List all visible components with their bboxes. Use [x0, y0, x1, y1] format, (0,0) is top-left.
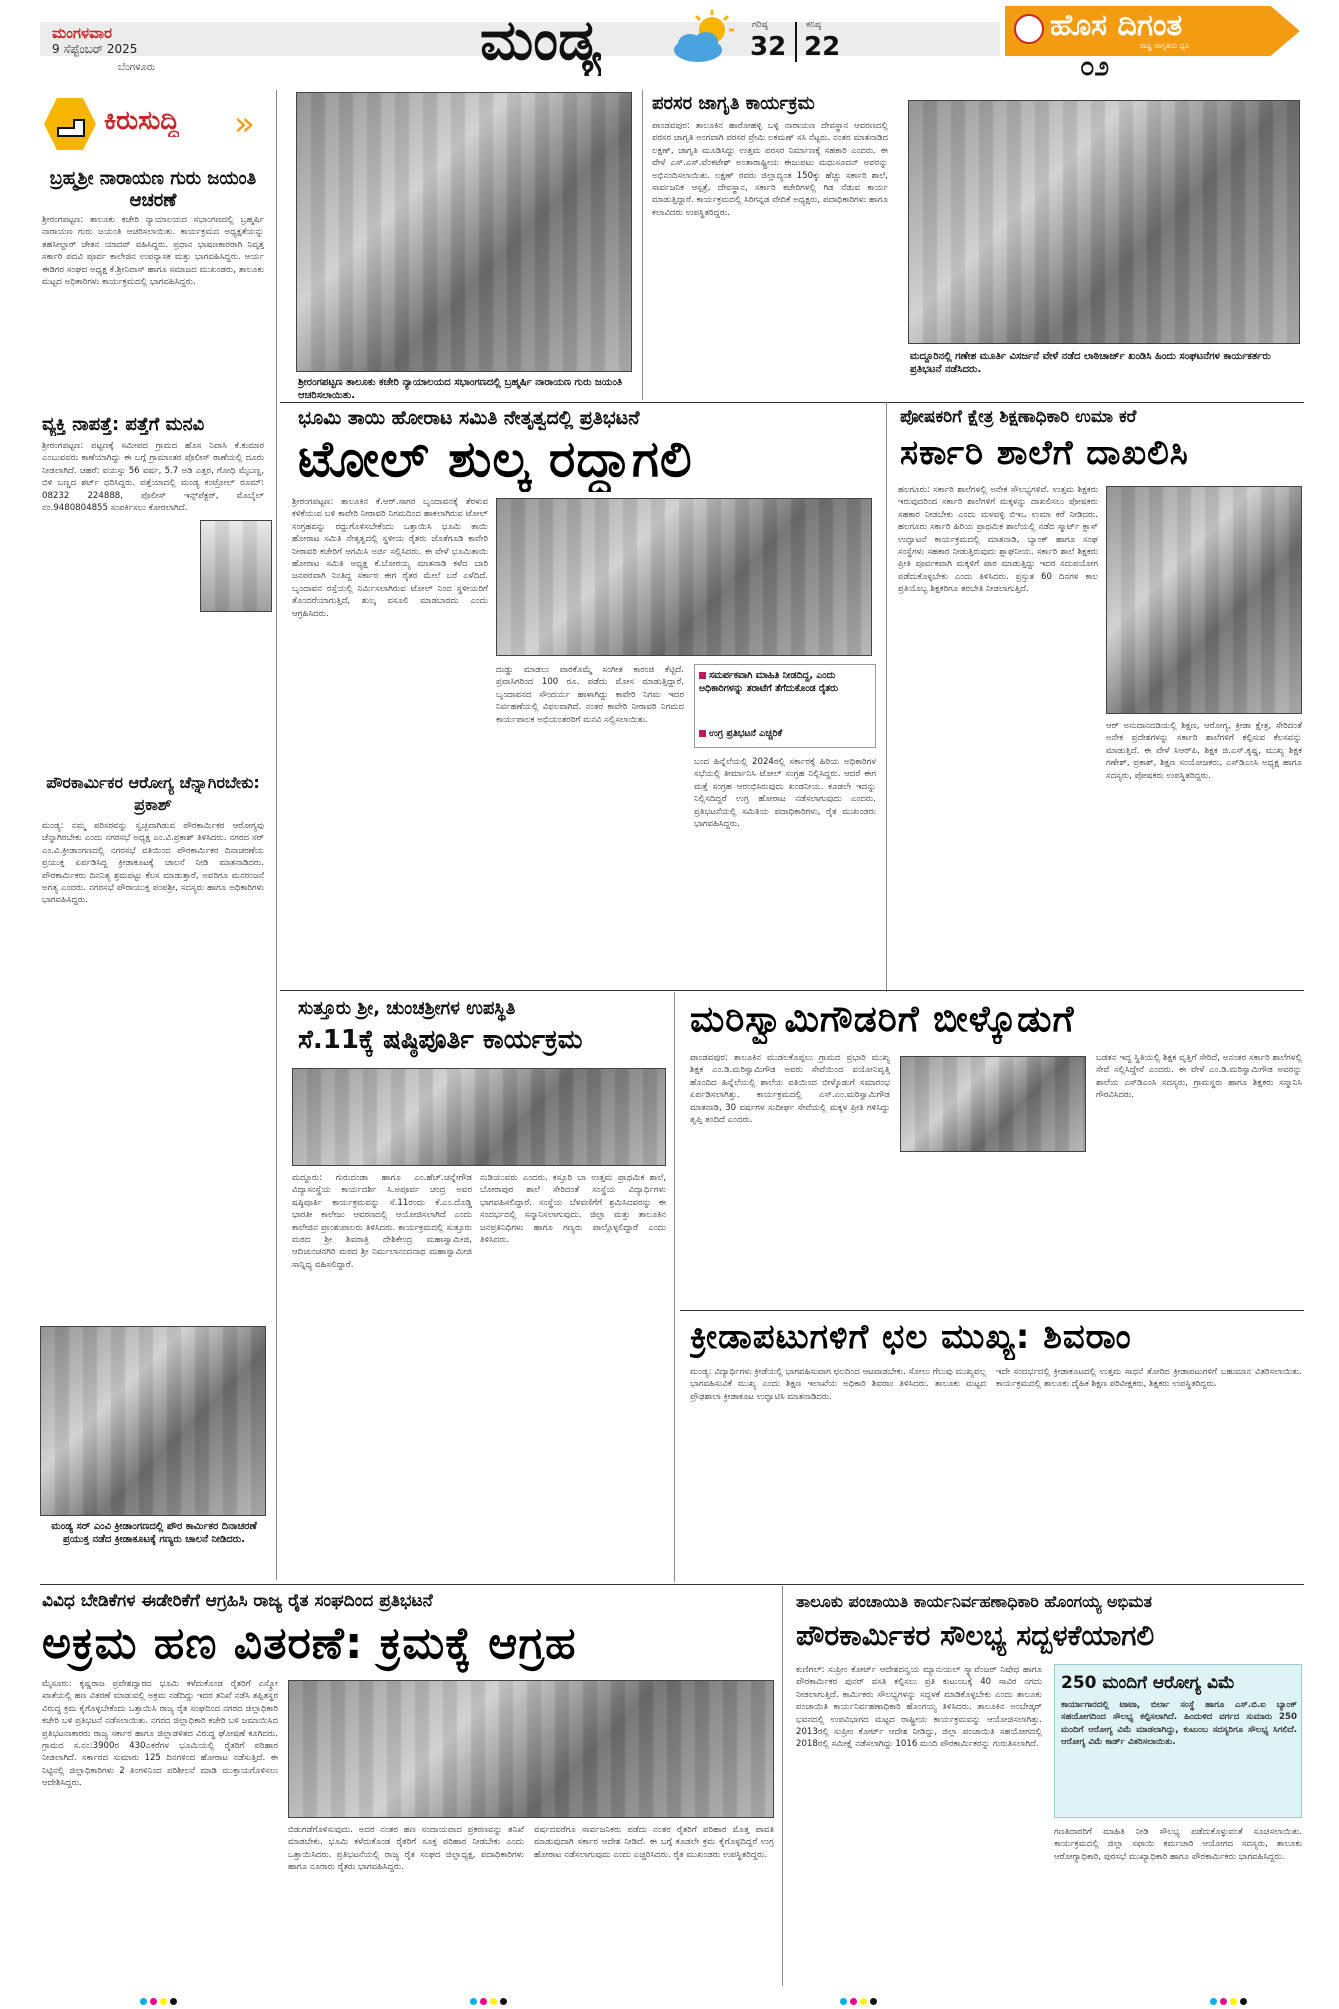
masthead-city: ಬೆಂಗಳೂರು: [118, 62, 156, 73]
bullet-icon: [699, 730, 706, 737]
registration-dots-mid: [470, 1998, 507, 2005]
akrama-body-3: ವರ್ಷದವರೆಗೂ ಸಾರ್ವಜನಿಕರು ಪಡೆದು ನಂತರ ರೈತರಿಗೆ ಪರಿಹಾರ ಮೊತ್ತ ಪಾವತಿ ಮಾಡುವುದಾಗಿ ಸರ್ಕಾರ ಆದೇಶ ನೀಡಿದೆ. ಈ ಬಗ್ಗೆ ಕೂಡಲೇ ಕ್ರಮ ಕೈಗೊಳ್ಳದಿದ್ದರೆ ಉಗ್ರ ಹೋರಾಟ ನಡೆಸಲಾಗುವುದು ಎಂದು ಎಚ್ಚರಿಸಿದರು. ರೈತ ಮುಖಂಡರು ಉಪಸ್ಥಿತರಿದ್ದರು.: [534, 1825, 774, 1860]
sports-day-caption: ಮಂಡ್ಯ ಸರ್ ಎಂವಿ ಕ್ರೀಡಾಂಗಣದಲ್ಲಿ ಪೌರ ಕಾರ್ಮಿಕರ ದಿನಾಚರಣೆ ಪ್ರಯುಕ್ತ ನಡೆದ ಕ್ರೀಡಾಕೂಟಕ್ಕೆ ಗಣ್ಯರು ಚಾಲನೆ ನೀಡಿದರು.: [51, 1521, 257, 1545]
min-temp: 22: [804, 32, 841, 62]
poura-body-2: ಗಣತಿದಾರರಿಗೆ ಮಾಹಿತಿ ನೀಡಿ ಸೌಲಭ್ಯ ಪಡೆದುಕೊಳ್ಳುವಂತೆ ಸೂಚಿಸಲಾಯಿತು. ಕಾರ್ಯಕ್ರಮದಲ್ಲಿ ಜಿಲ್ಲಾ ಸಫಾಯಿ ಕರ್ಮಚಾರಿ ಆಯೋಗದ ಸದಸ್ಯರು, ತಾಲೂಕು ಆರೋಗ್ಯಾಧಿಕಾರಿ, ಪುರಸಭೆ ಮುಖ್ಯಾಧಿಕಾರಿ ಹಾಗೂ ಪೌರಕಾರ್ಮಿಕರು ಭಾಗವಹಿಸಿದ್ದರು.: [1054, 1827, 1302, 1862]
toll-kicker: ಭೂಮಿ ತಾಯಿ ಹೋರಾಟ ಸಮಿತಿ ನೇತೃತ್ವದಲ್ಲಿ ಪ್ರತಿಭಟನೆ: [298, 407, 640, 429]
missing-person-photo: [200, 520, 272, 612]
hand-point-icon: [44, 98, 96, 150]
column-divider: [276, 90, 277, 1580]
marisw-body-1: ಪಾಂಡವಪುರ: ತಾಲೂಕಿನ ಮುಡಲಕೊಪ್ಪಲು ಗ್ರಾಮದ ಪ್ರಭಾರಿ ಮುಖ್ಯ ಶಿಕ್ಷಕ ಎಂ.ಡಿ.ಮರಿಸ್ವಾಮಿಗೌಡ ಅವರು ಸೇವೆಯಿಂದ ವಯೋನಿವೃತ್ತಿ ಹೊಂದಿದ ಹಿನ್ನೆಲೆಯಲ್ಲಿ ಶಾಲೆಯ ವತಿಯಿಂದ ಬೀಳ್ಕೊಡುಗೆ ಸಮಾರಂಭ ಏರ್ಪಡಿಸಲಾಗಿತ್ತು. ಕಾರ್ಯಕ್ರಮದಲ್ಲಿ ಎಸ್.ಎಂ.ಮರಿಸ್ವಾಮಿಗೌಡ ಮಾತನಾಡಿ, 30 ವರ್ಷಗಳ ಸುದೀರ್ಘ ಸೇವೆಯಲ್ಲಿ ಮಕ್ಕಳ ಪ್ರೀತಿ ಗಳಿಸಿದ್ದು ತೃಪ್ತಿ ತಂದಿದೆ ಎಂದರು.: [690, 1053, 890, 1126]
min-temp-label: ಕನಿಷ್ಠ: [806, 20, 822, 30]
sports-headline: ಕ್ರೀಡಾಪಟುಗಳಿಗೆ ಛಲ ಮುಖ್ಯ: ಶಿವರಾಂ: [690, 1317, 1132, 1357]
poura-kicker: ತಾಲೂಕು ಪಂಚಾಯಿತಿ ಕಾರ್ಯನಿರ್ವಹಣಾಧಿಕಾರಿ ಹೊಂಗಯ್ಯ ಅಭಿಮತ: [796, 1592, 1152, 1611]
sports-body-1: ಮಂಡ್ಯ: ವಿದ್ಯಾರ್ಥಿಗಳು ಕ್ರೀಡೆಯಲ್ಲಿ ಭಾಗವಹಿಸುವಾಗ ಛಲದಿಂದ ಆಟವಾಡಬೇಕು. ಸೋಲು ಗೆಲುವು ಮುಖ್ಯವಲ್ಲ ಭಾಗವಹಿಸುವಿಕೆ ಮುಖ್ಯ ಎಂದು ಶಿಕ್ಷಣ ಇಲಾಖೆಯ ಅಧಿಕಾರಿ ಶಿವರಾಂ ತಿಳಿಸಿದರು. ತಾಲೂಕು ಮಟ್ಟದ ಪ್ರೌಢಶಾಲಾ ಕ್ರೀಡಾಕೂಟ ಉದ್ಘಾಟಿಸಿ ಮಾತನಾಡಿದರು.: [690, 1367, 986, 1402]
left-s2-title: ವ್ಯಕ್ತಿ ನಾಪತ್ತೆ: ಪತ್ತೆಗೆ ಮನವಿ: [42, 414, 205, 435]
brand-name: ಹೊಸ ದಿಗಂತ: [1050, 8, 1183, 43]
toll-pull-1-text: ಸಮರ್ಪಕವಾಗಿ ಮಾಹಿತಿ ನೀಡದಿದ್ದ, ಎಂದು ಅಧಿಕಾರಿಗಳನ್ನು ತರಾಟೆಗೆ ತೆಗೆದುಕೊಂಡ ರೈತರು: [699, 670, 839, 694]
toll-headline: ಟೋಲ್ ಶುಲ್ಕ ರದ್ದಾಗಲಿ: [298, 430, 693, 488]
parisara-title: ಪರಸರ ಜಾಗೃತಿ ಕಾರ್ಯಕ್ರಮ: [652, 93, 815, 114]
left-s3-body: ಮಂಡ್ಯ: ನಮ್ಮ ಪರಿಸರವನ್ನು ಸ್ವಚ್ಛವಾಗಿಡುವ ಪೌರಕಾರ್ಮಿಕರ ಆರೋಗ್ಯವು ಚೆನ್ನಾಗಿರಬೇಕು ಎಂದು ನಗರಸಭೆ ಅಧ್ಯಕ್ಷ ಎಂ.ವಿ.ಪ್ರಕಾಶ್ ತಿಳಿಸಿದರು. ನಗರದ ಸರ್ ಎಂ.ವಿ.ಕ್ರೀಡಾಂಗಣದಲ್ಲಿ ನಗರಸಭೆ ವತಿಯಿಂದ ಪೌರಕಾರ್ಮಿಕರ ದಿನಾಚರಣೆಯ ಪ್ರಯುಕ್ತ ಏರ್ಪಡಿಸಿದ್ದ ಕ್ರೀಡಾಕೂಟಕ್ಕೆ ಚಾಲನೆ ನೀಡಿ ಮಾತನಾಡಿದರು. ಪೌರಕಾರ್ಮಿಕರು ದಿನನಿತ್ಯ ಶ್ರಮಪಟ್ಟು ಕೆಲಸ ಮಾಡುತ್ತಾರೆ, ಅವರಿಗೂ ಮನರಂಜನೆ ಅಗತ್ಯ ಎಂದರು. ನಗರಸಭೆ ಪೌರಾಯುಕ್ತ ಪಂಪಶ್ರೀ, ಸದಸ್ಯರು ಹಾಗೂ ಅಧಿಕಾರಿಗಳು ಭಾಗವಹಿಸಿದ್ದರು.: [42, 821, 264, 906]
smart-class-photo: [1106, 486, 1302, 714]
left-s3-title: ಪೌರಕಾರ್ಮಿಕರ ಆರೋಗ್ಯ ಚೆನ್ನಾಗಿರಬೇಕು: ಪ್ರಕಾಶ್: [46, 773, 260, 814]
poura-headline: ಪೌರಕಾರ್ಮಿಕರ ಸೌಲಭ್ಯ ಸದ್ಬಳಕೆಯಾಗಲಿ: [796, 1619, 1155, 1652]
shashti-kicker: ಸುತ್ತೂರು ಶ್ರೀ, ಚುಂಚಶ್ರೀಗಳ ಉಪಸ್ಥಿತಿ: [298, 998, 516, 1019]
toll-pull-2-text: ಉಗ್ರ ಪ್ರತಿಭಟನೆ ಎಚ್ಚರಿಕೆ: [709, 728, 783, 739]
chevron-right-icon: »: [234, 104, 255, 144]
shashti-body-2: ನುಡಿಯುವರು ಎಂದರು. ಕಸ್ತೂರಿ ಬಾ ಉತ್ತಮ ಪ್ರಾಥಮಿಕ ಶಾಲೆ, ಬೋರಾಪುರ ಶಾಲೆ ಸೇರಿದಂತೆ ಸಂಸ್ಥೆಯ ವಿದ್ಯಾರ್ಥಿಗಳು ಭಾಗವಹಿಸಲಿದ್ದಾರೆ. ಸಂಸ್ಥೆಯ ಬೆಳವಣಿಗೆಗೆ ಶ್ರಮಿಸಿದವರನ್ನು ಈ ಸಂದರ್ಭದಲ್ಲಿ ಸನ್ಮಾನಿಸಲಾಗುವುದು. ಜಿಲ್ಲಾ ಮತ್ತು ತಾಲೂಕಿನ ಜನಪ್ರತಿನಿಧಿಗಳು ಹಾಗೂ ಗಣ್ಯರು ಪಾಲ್ಗೊಳ್ಳಲಿದ್ದಾರೆ ಎಂದು ತಿಳಿಸಿದರು.: [480, 1173, 666, 1246]
column-divider: [886, 402, 887, 992]
kirusuddi-badge: [44, 96, 262, 152]
masthead-date: 9 ಸೆಪ್ಟೆಂಬರ್ 2025: [52, 42, 138, 56]
poshak-headline: ಸರ್ಕಾರಿ ಶಾಲೆಗೆ ದಾಖಲಿಸಿ: [900, 433, 1189, 473]
insurance-box: [1054, 1664, 1302, 1818]
parisara-body: ಪಾಂಡವಪುರ: ತಾಲೂಕಿನ ಹಾರೋಹಳ್ಳಿ ಬಳ್ಳಿ ನಾರಾಯಣ ದೇವಸ್ಥಾನ ಆವರಣದಲ್ಲಿ ಪರಸರ ಜಾಗೃತಿ ಅಂಗವಾಗಿ ಪರಸರ ಪ್ರೇಮಿ ಲಕಮಣ್ ಸಸಿ ನೆಟ್ಟರು. ನಂತರ ಮಾತನಾಡಿದ ಲಕ್ಷಣ್, ಜಾಗೃತಿ ಮೂಡಿಸಿದ್ದು ಉತ್ತಮ ಪರಸರ ನಿರ್ಮಾಣಕ್ಕೆ ಸಹಕಾರಿ ಎಂದರು. ಈ ವೇಳೆ ಎಸ್.ಎಸ್.ವೆಂಕಟೇಶ್ ಅಂತಾರಾಷ್ಟ್ರೀಯ ಈಜುಪಟು ಮಧುಸೂದನ್ ಅವರನ್ನು ಅಭಿನಂದಿಸಲಾಯಿತು. ಲಕ್ಷಣ್ ರವರು ಜಿಲ್ಲಾದ್ಯಂತ 150ಕ್ಕು ಹೆಚ್ಚು ಸರ್ಕಾರಿ ಶಾಲೆ, ಸಾರ್ವಜನಿಕ ಆಸ್ಪತ್ರೆ, ದೇವಸ್ಥಾನ, ಸರ್ಕಾರಿ ಕಚೇರಿಗಳಲ್ಲಿ ಗಿಡ ನೆಡುವ ಕಾರ್ಯ ಮಾಡುತ್ತಿದ್ದಾರೆ. ಕಾರ್ಯಕ್ರಮದಲ್ಲಿ ಸಿರಿಗನ್ನಡ ವೇದಿಕೆ ಅಧ್ಯಕ್ಷರು, ಪದಾಧಿಕಾರಿಗಳು ಹಾಗೂ ಕಲಾವಿದರು ಉಪಸ್ಥಿತರಿದ್ದರು.: [652, 121, 888, 218]
left-s1-title: ಬ್ರಹ್ಮಶ್ರೀ ನಾರಾಯಣ ಗುರು ಜಯಂತಿ ಆಚರಣೆ: [49, 168, 257, 211]
toll-body-3: ಬಂದ ಹಿನ್ನೆಲೆಯಲ್ಲಿ 2024ರಲ್ಲಿ ಸರ್ಕಾರಕ್ಕೆ ಹಿರಿಯ ಅಧಿಕಾರಿಗಳ ಸಭೆಯಲ್ಲಿ ತೀರ್ಮಾನಿಸಿ ಟೋಲ್ ಸಂಗ್ರಹ ನಿಲ್ಲಿಸಿದ್ದರು. ಆದರೆ ಈಗ ಮತ್ತೆ ಸಂಗ್ರಹ ಆರಂಭಿಸಿರುವುದು ಖಂಡನೀಯ. ಕೂಡಲೇ ಇದನ್ನು ನಿಲ್ಲಿಸದಿದ್ದರೆ ಉಗ್ರ ಹೋರಾಟ ನಡೆಸಲಾಗುವುದು ಎಂದರು. ಪ್ರತಿಭಟನೆಯಲ್ಲಿ ಸಮಿತಿಯ ಪದಾಧಿಕಾರಿಗಳು, ರೈತ ಮುಖಂಡರು ಭಾಗವಹಿಸಿದ್ದರು.: [694, 757, 876, 830]
left-s2-body-a: ಶ್ರೀರಂಗಪಟ್ಟಣ: ಪಟ್ಟಣಕ್ಕೆ ಸಮೀಪದ ಗ್ರಾಮದ ಹೊಸ ನಿವಾಸಿ ಕೆ.ಕುಮಾರ ಎಂಬುವವರು ಕಾಣೆಯಾಗಿದ್ದು ಈ ಬಗ್ಗೆ ಗ್ರಾಮಾಂತರ ಪೊಲೀಸ್ ಠಾಣೆಯಲ್ಲಿ ದೂರು ನೀಡಲಾಗಿದೆ. ಚಹರೆ: ವಯಸ್ಸು 56 ವರ್ಷ, 5.7 ಅಡಿ ಎತ್ತರ, ಗೋಧಿ ಮೈಬಣ್ಣ, ಬಿಳಿ ಬಣ್ಣದ ಶರ್ಟ್ ಧರಿಸಿದ್ದರು. ಪತ್ತೆಯಾದಲ್ಲಿ ಮಂಡ್ಯ ಕಂಟ್ರೋಲ್ ರೂಮ್: 08232 224888, ಪೊಲೀಸ್ ಇನ್ಸ್‌ಪೆಕ್ಟರ್, ಮೊಬೈಲ್ ನಂ.9480804855 ಸಂಪರ್ಕಿಸಲು ಕೋರಲಾಗಿದೆ.: [42, 441, 264, 514]
registration-dots-far-right: [1210, 1998, 1247, 2005]
temp-divider: [795, 22, 797, 62]
max-temp-label: ಗರಿಷ್ಠ: [752, 20, 768, 30]
toll-pull-1: [699, 669, 873, 695]
page-number: ೦೨: [1080, 52, 1110, 82]
poshak-body-1: ಹಲಗೂರು: ಸರ್ಕಾರಿ ಶಾಲೆಗಳಲ್ಲಿ ಅನೇಕ ಸೌಲಭ್ಯಗಳಿವೆ. ಉತ್ತಮ ಶಿಕ್ಷಕರು ಇರುವುದರಿಂದ ಸರ್ಕಾರಿ ಶಾಲೆಗಳಿಗೆ ಮಕ್ಕಳನ್ನು ದಾಖಲಿಸಲು ಪೋಷಕರು ಸಹಕಾರ ನೀಡಬೇಕು ಎಂದು ಮಳವಳ್ಳಿ ಬಿಇಒ ಉಮಾ ಕರೆ ನೀಡಿದರು. ಹಲಗೂರು ಸರ್ಕಾರಿ ಹಿರಿಯ ಪ್ರಾಥಮಿಕ ಶಾಲೆಯಲ್ಲಿ ನಡೆದ ಸ್ಮಾರ್ಟ್ ಕ್ಲಾಸ್ ಉದ್ಘಾಟನೆ ಕಾರ್ಯಕ್ರಮದಲ್ಲಿ ಮಾತನಾಡಿ, ಬ್ಯಾಂಕ್ ಹಾಗೂ ಸಂಘ ಸಂಸ್ಥೆಗಳು ಸಹಕಾರ ನೀಡುತ್ತಿರುವುದು ಶ್ಲಾಘನೀಯ. ಸರ್ಕಾರಿ ಶಾಲೆ ಶಿಕ್ಷಕರು ಪ್ರೀತಿ ಪೂರ್ವಕವಾಗಿ ಮಕ್ಕಳಿಗೆ ಪಾಠ ಮಾಡುತ್ತಿದ್ದು ಇದರ ಸದುಪಯೋಗ ಪಡೆದುಕೊಳ್ಳಬೇಕು ಎಂದು ತಿಳಿಸಿದರು. ಪ್ರಸ್ತುತ 60 ದಿನಗಳ ಕಾಲ ಪ್ರತಿಯೊಬ್ಬ ಶಿಕ್ಷಕರಿಗೂ ತರಬೇತಿ ನೀಡಲಾಗುತ್ತಿದೆ.: [898, 485, 1098, 595]
max-temp: 32: [750, 32, 787, 62]
shashti-headline: ಸೆ.11ಕ್ಕೆ ಷಷ್ಠಿಪೂರ್ತಿ ಕಾರ್ಯಕ್ರಮ: [298, 1025, 583, 1055]
toll-body-2: ದುಡ್ಡು ಮಾಡಲು ವಾರಕೊಮ್ಮೆ ಸಂಗೀತ ಕಾರಂಜಿ ಕೆಟ್ಟಿದೆ. ಪ್ರವಾಸಿಗರಿಂದ 100 ರೂ. ಪಡೆದು ಮೋಸ ಮಾಡುತ್ತಿದ್ದಾರೆ. ಬೃಂದಾವನದ ಸೌಂದರ್ಯ ಹಾಳಾಗಿದ್ದು ಕಾವೇರಿ ನಿಗಮ ಇದರ ನಿರ್ವಹಣೆಯಲ್ಲಿ ವಿಫಲವಾಗಿದೆ. ನಂತರ ಕಾವೇರಿ ನೀರಾವರಿ ನಿಗಮದ ಕಾರ್ಯಪಾಲಕ ಅಭಿಯಂತರರಿಗೆ ಮನವಿ ಸಲ್ಲಿಸಲಾಯಿತು.: [496, 665, 684, 725]
poshak-body-3: [898, 748, 1098, 984]
toll-pull-box: [694, 664, 876, 748]
ganesha-protest-caption: ಮದ್ದೂರಿನಲ್ಲಿ ಗಣೇಶ ಮೂರ್ತಿ ವಿಸರ್ಜನೆ ವೇಳೆ ನಡೆದ ಲಾಠಿಚಾರ್ಜ್ ಖಂಡಿಸಿ ಹಿಂದು ಸಂಘಟನೆಗಳ ಕಾರ್ಯಕರ್ತರು ಪ್ರತಿಭಟನೆ ನಡೆಸಿದರು.: [910, 351, 1271, 375]
shashti-photo: [292, 1068, 666, 1166]
bullet-icon: [699, 672, 706, 679]
akrama-body-1: ಮೈಸೂರು: ಕೃಷ್ಣರಾಜ ಪ್ರವೇಶದ್ವಾರದ ಭೂಮಿ ಕಳೆದುಕೊಂಡ ರೈತರಿಗೆ ಎಸ್ಕ್ರೋ ಖಾತೆಯಲ್ಲಿ ಹಣ ವಿತರಣೆ ಮಾಡುವಲ್ಲಿ ಅಕ್ರಮ ನಡೆದಿದ್ದು ಇದರ ತನಿಖೆ ನಡೆಸಿ ತಪ್ಪಿತಸ್ಥರ ವಿರುದ್ಧ ಕ್ರಮ ಕೈಗೊಳ್ಳಬೇಕೆಂದು ಒತ್ತಾಯಿಸಿ ರಾಜ್ಯ ರೈತ ಸಂಘದಿಂದ ನಗರದ ಜಿಲ್ಲಾಧಿಕಾರಿ ಕಚೇರಿ ಬಳಿ ಪ್ರತಿಭಟನೆ ನಡೆಸಲಾಯಿತು. ನಗರದ ಜಿಲ್ಲಾಧಿಕಾರಿ ಕಚೇರಿ ಬಳಿ ಜಮಾಯಿಸಿದ ಪ್ರತಿಭಟನಾಕಾರರು ರಾಜ್ಯ ಸರ್ಕಾರ ಹಾಗೂ ಜಿಲ್ಲಾಡಳಿತದ ವಿರುದ್ಧ ಘೋಷಣೆ ಕೂಗಿದರು. ಗ್ರಾಮದ ಸ.ನಂ:3900ರ 430ಎಕರೆಗಳ ಭೂಮಿಯಲ್ಲಿ ರೈತರಿಗೆ ಪರಿಹಾರ ನೀಡಲಾಗಿದೆ. ಸರ್ಕಾರದ ಸುಮಾರು 125 ದಿನಗಳಿಂದ ಹೋರಾಟ ನಡೆಸುತ್ತಿದೆ. ಈ ನಿಟ್ಟಿನಲ್ಲಿ ಜಿಲ್ಲಾಧಿಕಾರಿಗಳು 2 ತಿಂಗಳಿನಿಂದ ಪರಿಶೀಲನೆ ಮಾಡಿ ಮುಕ್ತಾಯಗೊಳಿಸಲು ಆದೇಶಿಸಿದ್ದರು.: [42, 1679, 278, 1789]
toll-body-1: ಶ್ರೀರಂಗಪಟ್ಟಣ: ತಾಲೂಕಿನ ಕೆ.ಆರ್.ಸಾಗರ ಬೃಂದಾವನಕ್ಕೆ ತೆರಳುವ ಕಳಿಕೆಯುವ ಬಳಿ ಕಾವೇರಿ ನೀರಾವರಿ ನಿಗಮದಿಂದ ಹಾಕಲಾಗಿರುವ ಟೋಲ್ ಸಂಗ್ರಹವನ್ನು ರದ್ದುಗೊಳಿಸಬೇಕೆಂದು ಒತ್ತಾಯಿಸಿ ಭೂಮಿ ತಾಯಿ ಹೋರಾಟ ಸಮಿತಿ ನೇತೃತ್ವದಲ್ಲಿ ಸ್ಥಳೀಯ ರೈತರು ಜೊತೆಗೂಡಿ ಕಾವೇರಿ ನೀರಾವರಿ ಕಚೇರಿಗೆ ಆಗಮಿಸಿ ಅರ್ಜಿ ಸಲ್ಲಿಸಿದರು. ಈ ವೇಳೆ ಭೂಮಿತಾಯಿ ಹೋರಾಟ ಸಮಿತಿ ಅಧ್ಯಕ್ಷ ಕೆ.ಬೋರಯ್ಯ ಮಾತನಾಡಿ ಕಳೆದ ಬಾರಿ ಜನಪರವಾಗಿ ನಿಂತಿದ್ದ ಸರ್ಕಾರ ಈಗ ರೈತರ ಮೇಲೆ ಬರೆ ಎಳೆದಿದೆ. ಬೃಂದಾವನ ರಸ್ತೆಯಲ್ಲಿ ನಿರ್ಮಿಸಲಾಗಿರುವ ಟೋಲ್ ನಿಂದ ಸ್ಥಳೀಯರಿಗೆ ತೊಂದರೆಯಾಗುತ್ತಿದೆ, ಶುಲ್ಕ ವಸೂಲಿ ಮಾಡಬಾರದು ಎಂದು ಆಗ್ರಹಿಸಿದರು.: [292, 497, 488, 619]
marisw-body-2: ಬಡತನ ಇದ್ದ ಸ್ಥಿತಿಯಲ್ಲಿ ಶಿಕ್ಷಕ ವೃತ್ತಿಗೆ ಸೇರಿದೆ, ಅನಂತರ ಸರ್ಕಾರಿ ಶಾಲೆಗಳಲ್ಲಿ ಸೇವೆ ಸಲ್ಲಿಸಿದ್ದೇನೆ ಎಂದರು. ಈ ವೇಳೆ ಎಂ.ಡಿ.ಮರಿಸ್ವಾಮಿಗೌಡ ಅವರನ್ನು ಶಾಲೆಯ ಎಸ್‌ಡಿಎಂಸಿ ಸದಸ್ಯರು, ಗ್ರಾಮಸ್ಥರು ಹಾಗೂ ಶಿಕ್ಷಕರು ಸನ್ಮಾನಿಸಿ ಗೌರವಿಸಿದರು.: [1096, 1053, 1302, 1101]
toll-pull-2: [699, 727, 873, 740]
column-divider: [642, 90, 643, 400]
left-s1-body: ಶ್ರೀರಂಗಪಟ್ಟಣ: ತಾಲೂಕು ಕಚೇರಿ ನ್ಯಾಯಾಲಯದ ಸಭಾಂಗಣದಲ್ಲಿ ಬ್ರಹ್ಮರ್ಷಿ ನಾರಾಯಣ ಗುರು ಜಯಂತಿ ಆಚರಿಸಲಾಯಿತು. ಕಾರ್ಯಕ್ರಮದ ಅಧ್ಯಕ್ಷತೆಯನ್ನು ತಹಸೀಲ್ದಾರ್ ಚೇತನ ಯಾದವ್ ವಹಿಸಿದ್ದರು. ಪ್ರಧಾನ ಭಾಷಣಕಾರರಾಗಿ ನಿವೃತ್ತ ಸರ್ಕಾರಿ ಪದವಿ ಪೂರ್ವ ಕಾಲೇಜಿನ ಉಪನ್ಯಾಸಕ ಮತ್ತು ಭಾಗವಹಿಸಿದ್ದರು. ಆರ್ಯ ಈಡಿಗರ ಸಂಘದ ಅಧ್ಯಕ್ಷ ಕೆ.ಶ್ರೀನಿವಾಸ್ ಹಾಗೂ ಸಮಾಜದ ಮುಖಂಡರು, ತಾಲೂಕು ಮಟ್ಟದ ಅಧಿಕಾರಿಗಳು ಕಾರ್ಯಕ್ರಮದಲ್ಲಿ ಭಾಗವಹಿಸಿದ್ದರು.: [42, 215, 264, 288]
column-divider: [782, 1586, 783, 1986]
partly-cloudy-icon: [668, 10, 738, 66]
section-divider: [280, 402, 1304, 403]
narayana-guru-caption: ಶ್ರೀರಂಗಪಟ್ಟಣ ತಾಲೂಕು ಕಚೇರಿ ನ್ಯಾಯಾಲಯದ ಸಭಾಂಗಣದಲ್ಲಿ ಬ್ರಹ್ಮರ್ಷಿ ನಾರಾಯಣ ಗುರು ಜಯಂತಿ ಆಚರಿಸಲಾಯಿತು.: [298, 377, 623, 401]
sports-body-2: ಇದೇ ಸಂದರ್ಭದಲ್ಲಿ ಕ್ರೀಡಾಕೂಟದಲ್ಲಿ ಉತ್ತಮ ಸಾಧನೆ ತೋರಿದ ಕ್ರೀಡಾಪಟುಗಳಿಗೆ ಬಹುಮಾನ ವಿತರಿಸಲಾಯಿತು. ಕಾರ್ಯಕ್ರಮದಲ್ಲಿ ತಾಲೂಕು ದೈಹಿಕ ಶಿಕ್ಷಣ ಪರಿವೀಕ್ಷಕರು, ಶಿಕ್ಷಕರು ಉಪಸ್ಥಿತರಿದ್ದರು.: [996, 1367, 1302, 1390]
sports-day-photo: [40, 1326, 266, 1516]
marisw-photo: [900, 1056, 1086, 1152]
poura-body-1: ಕುಣಿಗಲ್: ಸುಪ್ರೀಂ ಕೋರ್ಟ್ ಆದೇಶದನ್ವಯ ಮ್ಯಾನುಯಲ್ ಸ್ಕ್ಯಾವೆಂಜರ್ ನಿಷೇಧ ಹಾಗೂ ಪೌರಕಾರ್ಮಿಕರ ಪುನರ್ ವಸತಿ ಕಲ್ಪಿಸಲು ಪ್ರತಿ ಕುಟುಂಬಕ್ಕೆ 40 ಸಾವಿರ ನಗದು ನೀಡಲಾಗುತ್ತಿದೆ. ಕಾರ್ಮಿಕರು ಸೌಲಭ್ಯಗಳನ್ನು ಸದ್ಬಳಕೆ ಮಾಡಿಕೊಳ್ಳಬೇಕು ಎಂದು ತಾಲೂಕು ಪಂಚಾಯಿತಿ ಕಾರ್ಯನಿರ್ವಹಣಾಧಿಕಾರಿ ಹೊಂಗಯ್ಯ ತಿಳಿಸಿದರು. ತಾಲೂಕಿನ ಅಂಬೇಡ್ಕರ್ ಭವನದಲ್ಲಿ ಉಪವಿಭಾಗದ ಮಟ್ಟದ ರಾಷ್ಟ್ರೀಯ ಕಾರ್ಯಕ್ರಮವನ್ನು ಆಯೋಜಿಸಲಾಗಿತ್ತು. 2013ರಲ್ಲಿ ಸುಪ್ರೀಂ ಕೋರ್ಟ್ ಆದೇಶ ನೀಡಿದ್ದು, ಜಿಲ್ಲಾ ಪಂಚಾಯಿತಿ ಸಹಯೋಗದಲ್ಲಿ 2018ರಲ್ಲಿ ಸಮೀಕ್ಷೆ ನಡೆಸಲಾಗಿದ್ದು 1016 ಮಂದಿ ಪೌರಕಾರ್ಮಿಕರನ್ನು ಗುರುತಿಸಲಾಗಿದೆ.: [796, 1665, 1042, 1750]
akrama-kicker: ವಿವಿಧ ಬೇಡಿಕೆಗಳ ಈಡೇರಿಕೆಗೆ ಆಗ್ರಹಿಸಿ ರಾಜ್ಯ ರೈತ ಸಂಘದಿಂದ ಪ್ರತಿಭಟನೆ: [42, 1591, 433, 1611]
brand-logo-icon: [1014, 14, 1044, 44]
poshak-kicker: ಪೋಷಕರಿಗೆ ಕ್ಷೇತ್ರ ಶಿಕ್ಷಣಾಧಿಕಾರಿ ಉಮಾ ಕರೆ: [900, 407, 1137, 427]
akrama-body-2: ಬಿಡುಗಡೆಗೊಳಿಸುವುದು. ಅದರ ನಂತರ ಹಣ ಸಂದಾಯವಾದ ಪ್ರಕರಣವನ್ನು ತನಿಖೆ ಮಾಡಬೇಕು. ಭೂಮಿ ಕಳೆದುಕೊಂಡ ರೈತರಿಗೆ ಸೂಕ್ತ ಪರಿಹಾರ ನೀಡಬೇಕು ಎಂದು ಒತ್ತಾಯಿಸಿದರು. ಪ್ರತಿಭಟನೆಯಲ್ಲಿ ರಾಜ್ಯ ರೈತ ಸಂಘದ ಜಿಲ್ಲಾಧ್ಯಕ್ಷ, ಪದಾಧಿಕಾರಿಗಳು ಹಾಗೂ ನೂರಾರು ರೈತರು ಭಾಗವಹಿಸಿದ್ದರು.: [288, 1825, 524, 1873]
kirusuddi-label: ಕಿರುಸುದ್ದಿ: [104, 106, 180, 136]
registration-dots-right: [840, 1998, 877, 2005]
akrama-protest-photo: [288, 1680, 774, 1818]
insurance-box-body: ಕಾರ್ಯಾಗಾರದಲ್ಲಿ ಟಾಟಾ, ಬಿರ್ಲಾ ಸಂಸ್ಥೆ ಹಾಗೂ ಎಸ್.ಬಿ.ಐ ಬ್ಯಾಂಕ್ ಸಹಯೋಗದಿಂದ ಸೌಲಭ್ಯ ಕಲ್ಪಿಸಲಾಗಿದೆ. ಹಿಂದುಳಿದ ವರ್ಗದ ಸುಮಾರು 250 ಮಂದಿಗೆ ಆರೋಗ್ಯ ವಿಮೆ ಮಾಡಲಾಗಿದ್ದು, ಕುಟುಂಬ ಸದಸ್ಯರಿಗೂ ಸೌಲಭ್ಯ ಸಿಗಲಿದೆ. ಆರೋಗ್ಯ ವಿಮೆ ಕಾರ್ಡ್ ವಿತರಿಸಲಾಯಿತು.: [1061, 1700, 1297, 1748]
narayana-guru-photo: [296, 92, 632, 372]
poshak-body-2: ಆರ್ ಅನುದಾನದಡಿಯಲ್ಲಿ ಶಿಕ್ಷಣ, ಆರೋಗ್ಯ, ಕ್ರೀಡಾ ಕ್ಷೇತ್ರ, ಸೇರಿದಂತೆ ಅನೇಕ ಪ್ರದೇಶಗಳನ್ನು ಸರ್ಕಾರಿ ಶಾಲೆಗಳಿಗೆ ಕಲ್ಪಿಸುವ ಕೆಲಸವನ್ನು ಮಾಡುತ್ತಿದೆ. ಈ ವೇಳೆ ಸಿಆರ್‌ಪಿ, ಶಿಕ್ಷಕ ಜಿ.ಎಸ್.ಕೃಷ್ಣ, ಮುಖ್ಯ ಶಿಕ್ಷಕ ಗಣೇಶ್, ಪ್ರಕಾಶ್, ಶಿಕ್ಷಣ ಸಂಯೋಜಕರು, ಎಸ್‌ಡಿಎಂಸಿ ಅಧ್ಯಕ್ಷ ಹಾಗೂ ಸದಸ್ಯರು, ಪೋಷಕರು ಉಪಸ್ಥಿತರಿದ್ದರು.: [1106, 721, 1302, 781]
masthead-day: ಮಂಗಳವಾರ: [52, 24, 113, 42]
column-divider: [674, 992, 675, 1582]
registration-dots-left: [140, 1998, 177, 2005]
section-divider: [280, 990, 1304, 991]
section-title: ಮಂಡ್ಯ: [480, 8, 602, 73]
akrama-headline: ಅಕ್ರಮ ಹಣ ವಿತರಣೆ: ಕ್ರಮಕ್ಕೆ ಆಗ್ರಹ: [42, 1618, 577, 1669]
marisw-headline: ಮರಿಸ್ವಾಮಿಗೌಡರಿಗೆ ಬೀಳ್ಕೊಡುಗೆ: [690, 999, 1075, 1040]
toll-protest-photo: [496, 498, 872, 656]
insurance-box-title: 250 ಮಂದಿಗೆ ಆರೋಗ್ಯ ವಿಮೆ: [1061, 1673, 1235, 1693]
shashti-body-1: ಮದ್ದೂರು: ಗುರುದಂಡಾ ಹಾಗೂ ಎಂ.ಹೆಚ್.ಚನ್ನೇಗೌಡ ವಿದ್ಯಾಸಂಸ್ಥೆಯ ಕಾರ್ಯದರ್ಶಿ ಸಿ.ಅಪೂರ್ವ ಚಂದ್ರ ಅವರ ಷಷ್ಠಿಪೂರ್ತಿ ಕಾರ್ಯಕ್ರಮವನ್ನು ಸೆ.11ರಂದು ಕೆ.ಎಂ.ದೊಡ್ಡಿ ಭಾರತೀ ಕಾಲೇಜು ಆವರಣದಲ್ಲಿ ಆಯೋಜಿಸಲಾಗಿದೆ ಎಂದು ಕಾಲೇಜಿನ ಪ್ರಾಂಶುಪಾಲರು ತಿಳಿಸಿದರು. ಕಾರ್ಯಕ್ರಮದಲ್ಲಿ ಸುತ್ತೂರು ಮಠದ ಶ್ರೀ ಶಿವರಾತ್ರಿ ದೇಶಿಕೇಂದ್ರ ಮಹಾಸ್ವಾಮೀಜಿ, ಆದಿಚುಂಚನಗಿರಿ ಮಠದ ಶ್ರೀ ನಿರ್ಮಲಾನಂದನಾಥ ಮಹಾಸ್ವಾಮೀಜಿ ಸಾನ್ನಿಧ್ಯ ವಹಿಸಲಿದ್ದಾರೆ.: [292, 1173, 472, 1270]
section-divider: [40, 1584, 1304, 1585]
marisw-body-3: [900, 1156, 1086, 1306]
masthead: [0, 0, 1339, 90]
brand-tagline: ರಾಷ್ಟ್ರ ಜಾಗೃತಿಯ ಧ್ವನಿ: [1140, 42, 1190, 50]
section-divider: [680, 1310, 1304, 1311]
ganesha-protest-photo: [908, 100, 1300, 344]
